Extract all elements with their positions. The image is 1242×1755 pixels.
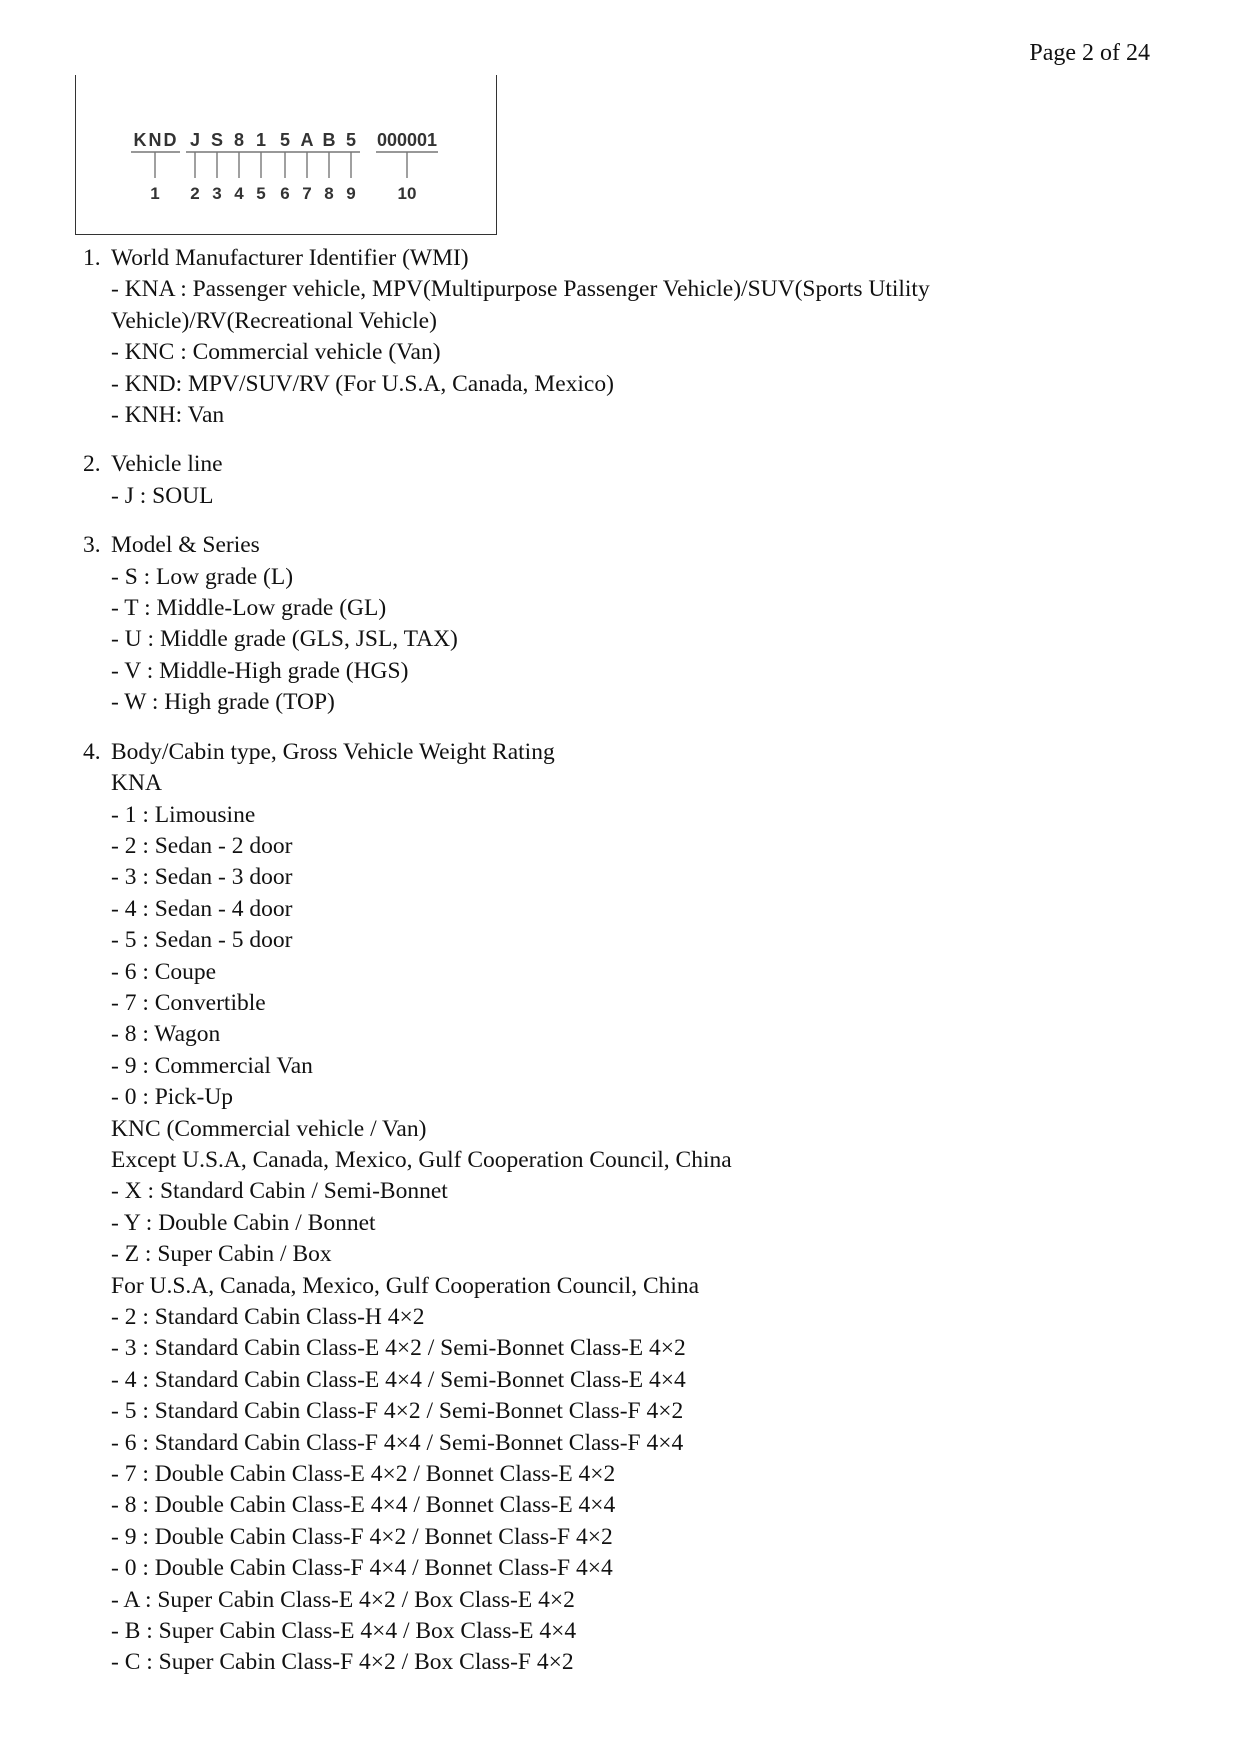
vin-code-char: 5 (345, 130, 357, 150)
section-line: - 2 : Sedan - 2 door (111, 832, 293, 859)
section-title: Body/Cabin type, Gross Vehicle Weight Rating (111, 738, 555, 765)
section-line: - 4 : Standard Cabin Class-E 4×4 / Semi-Bonnet Class-E 4×4 (111, 1366, 686, 1393)
section-line: - B : Super Cabin Class-E 4×4 / Box Class-E 4×4 (111, 1618, 577, 1645)
section-line: - S : Low grade (L) (111, 563, 294, 590)
vin-position-number: 6 (280, 184, 290, 203)
section-line: For U.S.A, Canada, Mexico, Gulf Cooperation Council, China (111, 1272, 700, 1299)
section-line: - C : Super Cabin Class-F 4×2 / Box Class-F 4×2 (111, 1649, 574, 1676)
section-line: - KND: MPV/SUV/RV (For U.S.A, Canada, Mexico) (111, 370, 614, 397)
section-line: - 2 : Standard Cabin Class-H 4×2 (111, 1304, 425, 1330)
section-line: - 6 : Coupe (111, 958, 217, 985)
vin-code-char: B (322, 130, 336, 150)
vin-code-char: 5 (279, 130, 291, 150)
section-line: - 0 : Pick-Up (111, 1084, 234, 1111)
section-line: - J : SOUL (111, 482, 214, 509)
vin-code-char: K (133, 130, 147, 150)
section-line: Except U.S.A, Canada, Mexico, Gulf Cooperation Council, China (111, 1146, 732, 1173)
vin-position-number: 1 (150, 184, 160, 203)
vin-code-char: A (300, 130, 314, 150)
section-title: World Manufacturer Identifier (WMI) (111, 245, 469, 271)
section-title: Vehicle line (111, 451, 223, 478)
section-line: - KNA : Passenger vehicle, MPV(Multipurpose Passenger Vehicle)/SUV(Sports Utility (111, 276, 930, 303)
vin-position-number: 7 (302, 184, 312, 203)
section-number: 2. (83, 451, 101, 478)
vin-position-number: 5 (256, 184, 266, 203)
section-line: - 4 : Sedan - 4 door (111, 895, 293, 922)
section-line: - 3 : Standard Cabin Class-E 4×2 / Semi-Bonnet Class-E 4×2 (111, 1335, 686, 1362)
section-line: - 0 : Double Cabin Class-F 4×4 / Bonnet Class-F 4×4 (111, 1555, 613, 1582)
section-number: 1. (83, 245, 101, 271)
vin-sections (83, 243, 1163, 1697)
section-line: - Z : Super Cabin / Box (111, 1241, 332, 1268)
section-line: - 8 : Double Cabin Class-E 4×4 / Bonnet Class-E 4×4 (111, 1492, 616, 1519)
section-line: - 7 : Double Cabin Class-E 4×2 / Bonnet Class-E 4×2 (111, 1461, 616, 1488)
section-line: - A : Super Cabin Class-E 4×2 / Box Class-E 4×2 (111, 1586, 575, 1613)
section-body-cabin (83, 737, 1163, 1679)
vin-code-serial: 000001 (376, 130, 438, 150)
vin-code-char: N (148, 130, 162, 150)
section-line: - T : Middle-Low grade (GL) (111, 595, 387, 622)
section-line: - 9 : Double Cabin Class-F 4×2 / Bonnet Class-F 4×2 (111, 1523, 613, 1550)
section-line: - 1 : Limousine (111, 801, 256, 828)
section-number: 3. (83, 532, 101, 559)
section-line: - X : Standard Cabin / Semi-Bonnet (111, 1178, 448, 1205)
vin-position-number: 10 (397, 184, 417, 203)
vin-code-char: J (189, 130, 201, 150)
section-line: - 5 : Sedan - 5 door (111, 927, 293, 954)
section-title: Model & Series (111, 532, 260, 559)
section-line: - KNH: Van (111, 402, 225, 429)
vin-diagram-svg (76, 75, 496, 233)
vin-code-char: D (163, 130, 177, 150)
vin-code-char: S (210, 130, 224, 150)
vin-code-char: 1 (255, 130, 267, 150)
vin-code-char: 8 (233, 130, 245, 150)
section-wmi (83, 243, 1163, 431)
section-line: - 6 : Standard Cabin Class-F 4×4 / Semi-Bonnet Class-F 4×4 (111, 1429, 684, 1456)
section-line: KNA (111, 770, 162, 797)
vin-diagram (75, 75, 497, 235)
section-line: - 7 : Convertible (111, 989, 266, 1016)
section-line: - V : Middle-High grade (HGS) (111, 657, 409, 684)
section-line: KNC (Commercial vehicle / Van) (111, 1115, 427, 1142)
section-vehicle-line (83, 449, 1163, 512)
vin-position-number: 2 (190, 184, 200, 203)
section-line: Vehicle)/RV(Recreational Vehicle) (111, 307, 437, 334)
section-model-series (83, 530, 1163, 718)
vin-position-number: 9 (346, 184, 356, 203)
section-line: - 3 : Sedan - 3 door (111, 864, 293, 891)
section-line: - 9 : Commercial Van (111, 1052, 313, 1079)
section-line: - 5 : Standard Cabin Class-F 4×2 / Semi-Bonnet Class-F 4×2 (111, 1398, 684, 1425)
section-line: - Y : Double Cabin / Bonnet (111, 1209, 376, 1236)
section-line: - KNC : Commercial vehicle (Van) (111, 339, 441, 366)
page-number: Page 2 of 24 (1029, 40, 1150, 66)
section-line: - U : Middle grade (GLS, JSL, TAX) (111, 626, 458, 653)
section-line: - 8 : Wagon (111, 1021, 221, 1048)
section-number: 4. (83, 738, 101, 765)
section-line: - W : High grade (TOP) (111, 689, 335, 716)
vin-position-number: 4 (234, 184, 244, 203)
vin-position-number: 3 (212, 184, 222, 203)
vin-position-number: 8 (324, 184, 334, 203)
